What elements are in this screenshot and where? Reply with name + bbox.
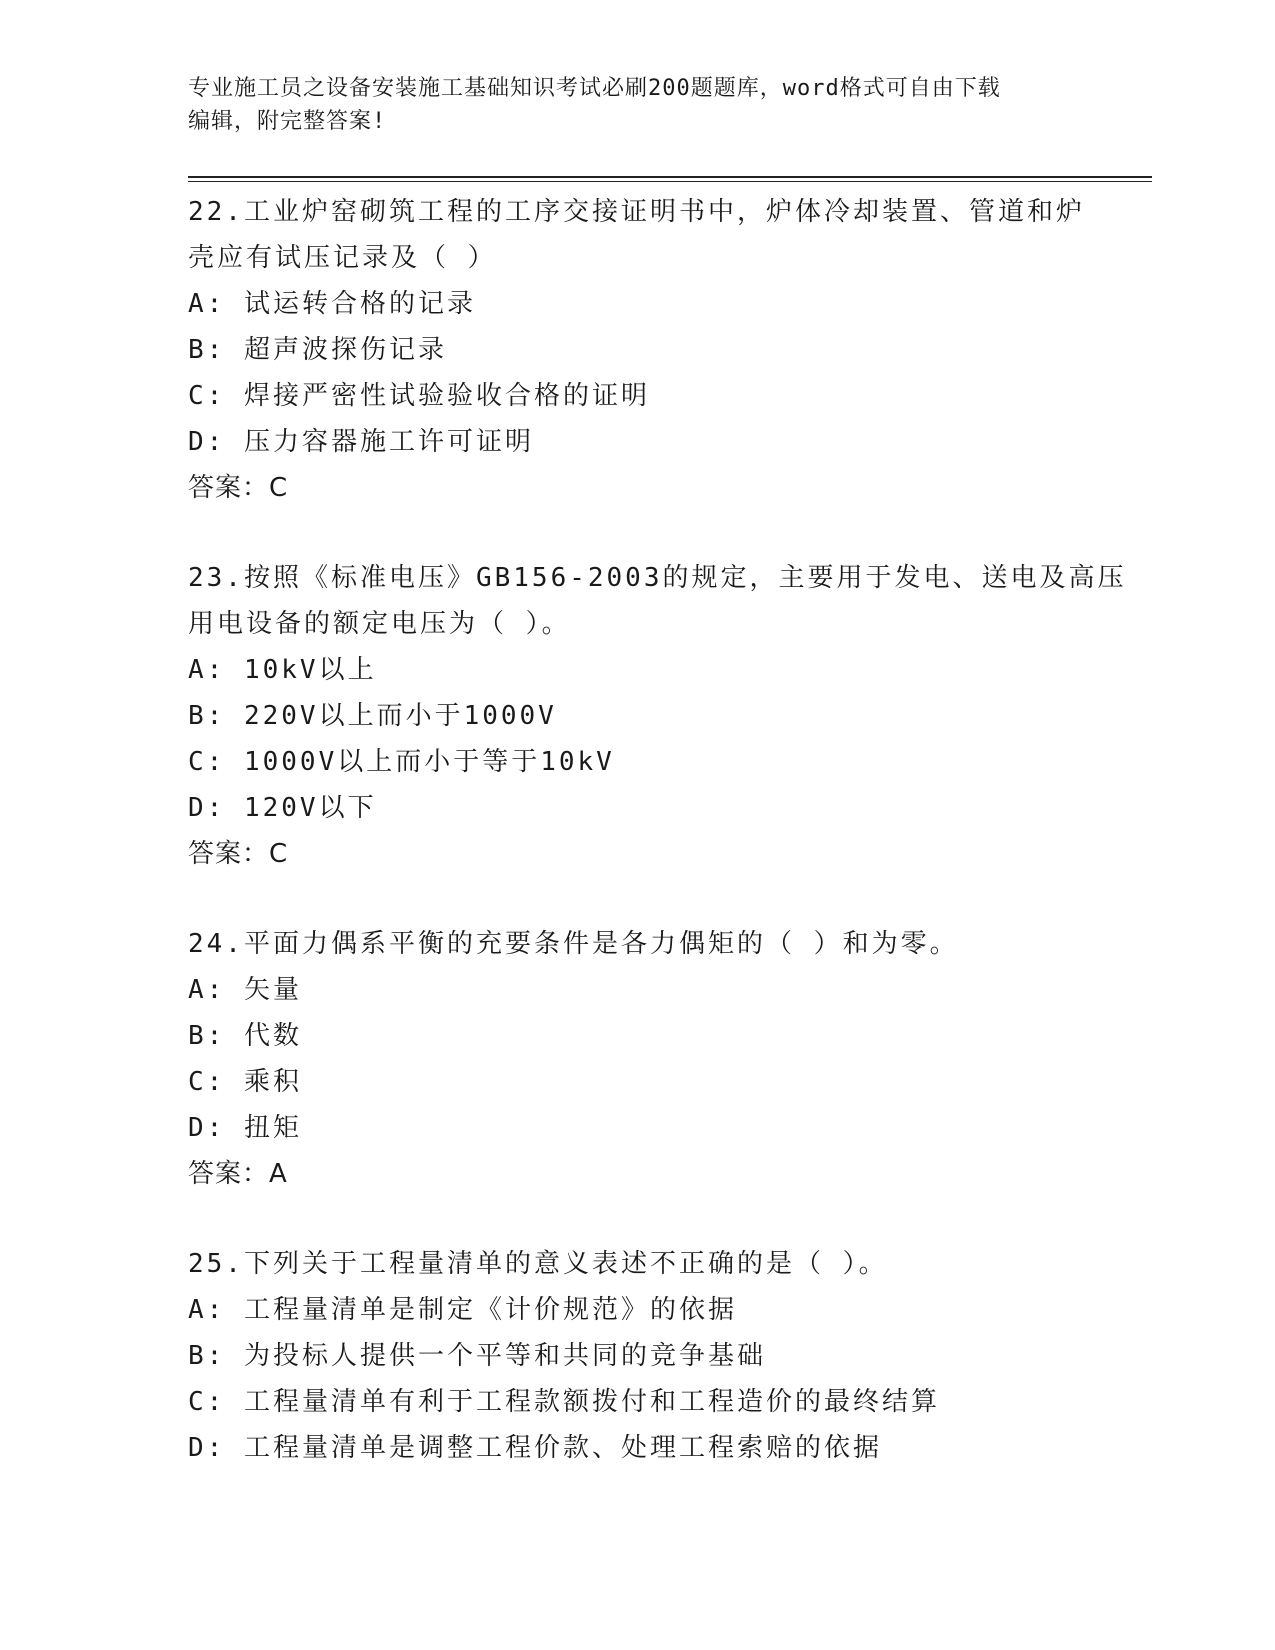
question-25 <box>188 1241 1088 1471</box>
question-stem: 壳应有试压记录及（ ） <box>188 243 497 273</box>
option-d: D: 扭矩 <box>188 1113 302 1143</box>
question-stem: 用电设备的额定电压为（ ）。 <box>188 609 571 639</box>
answer-line: 答案：C <box>188 839 289 869</box>
question-23 <box>188 555 1127 877</box>
option-d: D: 工程量清单是调整工程价款、处理工程索赔的依据 <box>188 1433 882 1463</box>
document-header <box>188 72 1088 138</box>
option-b: B: 超声波探伤记录 <box>188 335 447 365</box>
option-c: C: 焊接严密性试验验收合格的证明 <box>188 381 650 411</box>
option-d: D: 120V以下 <box>188 793 377 823</box>
option-b: B: 代数 <box>188 1021 302 1051</box>
option-b: B: 为投标人提供一个平等和共同的竞争基础 <box>188 1341 766 1371</box>
option-a: A: 矢量 <box>188 975 302 1005</box>
option-a: A: 试运转合格的记录 <box>188 289 476 319</box>
question-stem: 22.工业炉窑砌筑工程的工序交接证明书中，炉体冷却装置、管道和炉 <box>188 197 1085 227</box>
header-divider <box>188 176 1152 178</box>
option-c: C: 乘积 <box>188 1067 302 1097</box>
option-a: A: 10kV以上 <box>188 655 377 685</box>
question-stem: 24.平面力偶系平衡的充要条件是各力偶矩的（ ）和为零。 <box>188 929 959 959</box>
option-d: D: 压力容器施工许可证明 <box>188 427 534 457</box>
header-divider-thin <box>188 181 1152 182</box>
answer-line: 答案：A <box>188 1159 288 1189</box>
question-24 <box>188 921 1088 1197</box>
header-line-1: 专业施工员之设备安装施工基础知识考试必刷200题题库，word格式可自由下载 <box>188 76 1001 101</box>
question-stem: 25.下列关于工程量清单的意义表述不正确的是（ ）。 <box>188 1249 888 1279</box>
header-line-2: 编辑，附完整答案! <box>188 109 387 134</box>
question-list <box>188 189 1127 1515</box>
question-22 <box>188 189 1088 511</box>
answer-line: 答案：C <box>188 473 289 503</box>
option-b: B: 220V以上而小于1000V <box>188 701 557 731</box>
question-stem: 23.按照《标准电压》GB156-2003的规定，主要用于发电、送电及高压 <box>188 563 1127 593</box>
option-a: A: 工程量清单是制定《计价规范》的依据 <box>188 1295 737 1325</box>
option-c: C: 工程量清单有利于工程款额拨付和工程造价的最终结算 <box>188 1387 940 1417</box>
option-c: C: 1000V以上而小于等于10kV <box>188 747 615 777</box>
